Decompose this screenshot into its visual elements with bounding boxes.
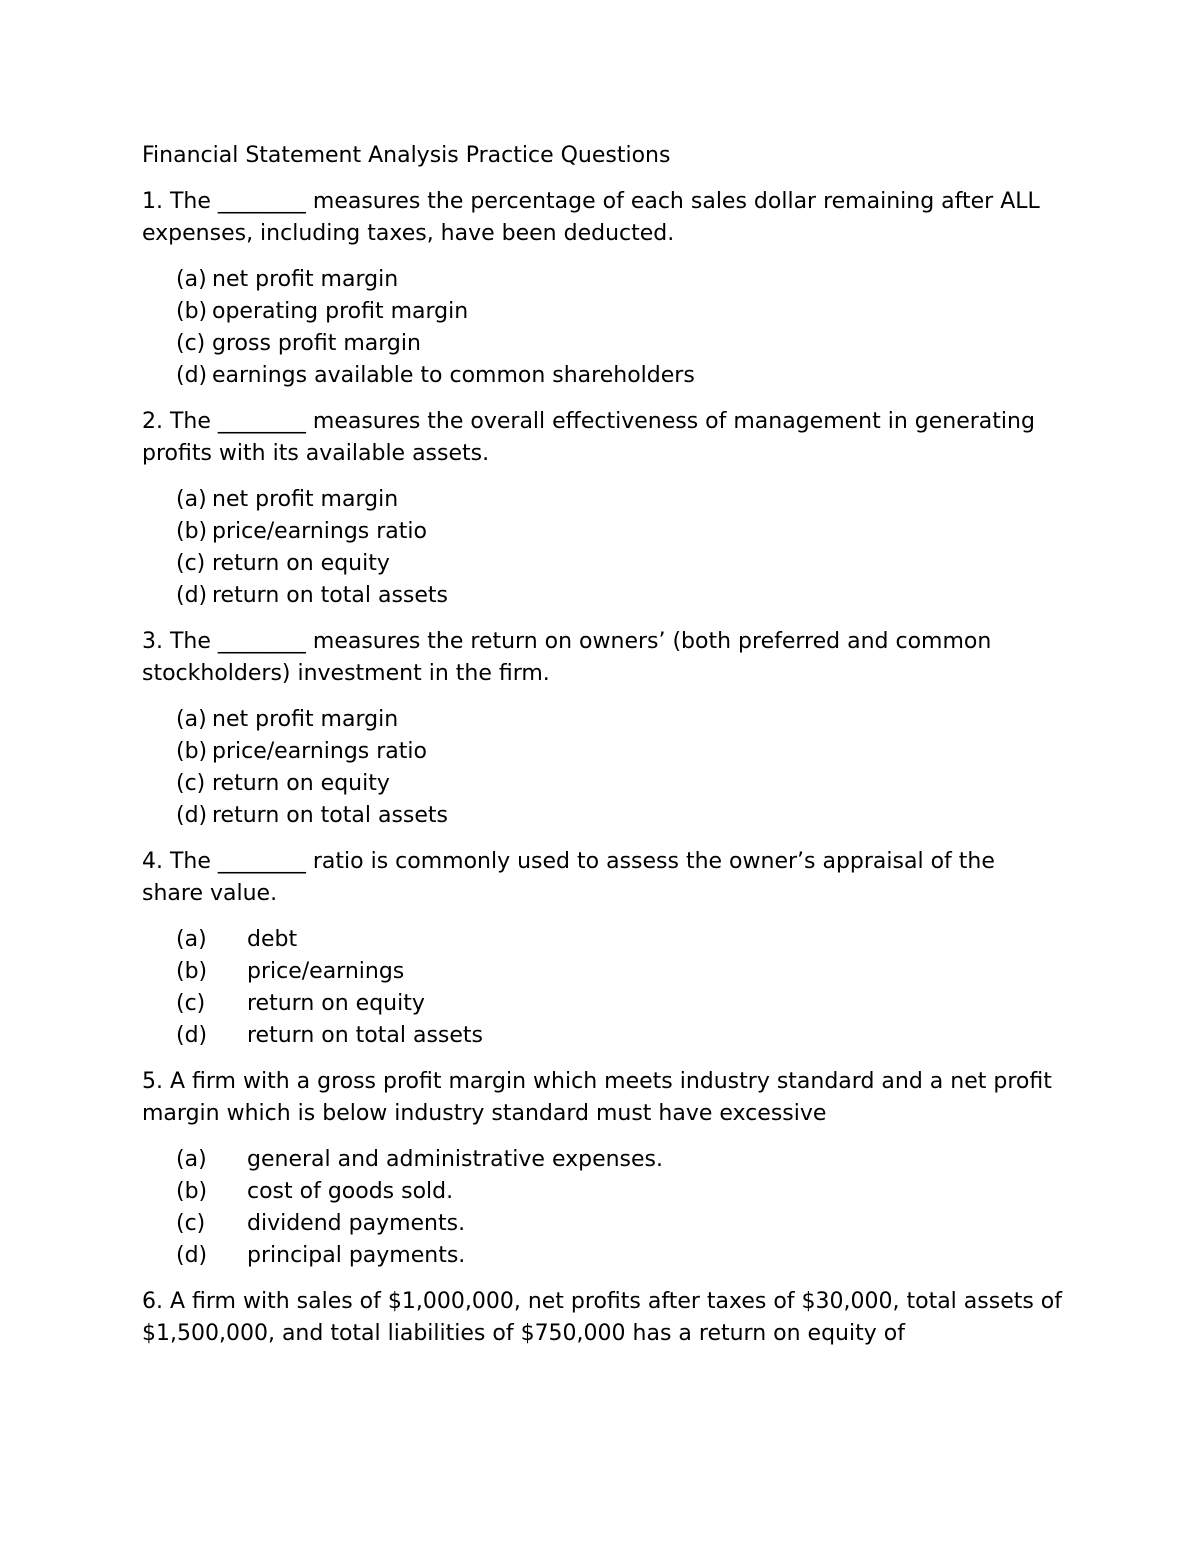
- option-b: [176, 296, 1062, 328]
- option-c: [176, 768, 1062, 800]
- option-label: (d): [176, 583, 208, 608]
- option-label: (b): [176, 1179, 208, 1204]
- option-label: (b): [176, 959, 208, 984]
- option-b: [176, 736, 1062, 768]
- option-label: (c): [176, 991, 206, 1016]
- option-label: (b): [176, 519, 208, 544]
- option-b: [176, 1176, 1062, 1208]
- option-a: [176, 1144, 1062, 1176]
- option-text: gross profit margin: [212, 331, 421, 356]
- option-d: [176, 1020, 1062, 1052]
- option-text: return on total assets: [247, 1023, 483, 1048]
- question-3: [142, 626, 1062, 832]
- question-6: [142, 1286, 1062, 1350]
- question-text: 2. The ________ measures the overall effectiveness of management in generating profits with its available assets.: [142, 409, 1035, 466]
- option-d: [176, 360, 1062, 392]
- option-a: [176, 484, 1062, 516]
- option-label: (a): [176, 707, 207, 732]
- option-text: return on equity: [212, 771, 390, 796]
- option-label: (c): [176, 331, 206, 356]
- option-list: [176, 704, 1062, 832]
- option-d: [176, 1240, 1062, 1272]
- option-text: earnings available to common shareholders: [212, 363, 695, 388]
- option-text: net profit margin: [212, 707, 399, 732]
- option-label: (b): [176, 299, 208, 324]
- option-label: (c): [176, 551, 206, 576]
- option-text: return on equity: [247, 991, 425, 1016]
- option-text: net profit margin: [212, 487, 399, 512]
- option-text: return on total assets: [212, 803, 448, 828]
- option-label: (a): [176, 927, 207, 952]
- question-text: 4. The ________ ratio is commonly used to assess the owner’s appraisal of the share value.: [142, 849, 995, 906]
- option-text: return on total assets: [212, 583, 448, 608]
- option-text: return on equity: [212, 551, 390, 576]
- option-label: (a): [176, 267, 207, 292]
- option-a: [176, 704, 1062, 736]
- option-list: [176, 484, 1062, 612]
- option-list: [176, 264, 1062, 392]
- option-text: cost of goods sold.: [247, 1179, 454, 1204]
- option-a: [176, 924, 1062, 956]
- option-label: (d): [176, 1023, 208, 1048]
- option-label: (d): [176, 363, 208, 388]
- question-text: 1. The ________ measures the percentage of each sales dollar remaining after ALL expenses, including taxes, have been deducted.: [142, 189, 1040, 246]
- document-page: [142, 140, 1062, 1364]
- option-c: [176, 328, 1062, 360]
- option-text: dividend payments.: [247, 1211, 466, 1236]
- option-a: [176, 264, 1062, 296]
- option-d: [176, 800, 1062, 832]
- option-label: (d): [176, 1243, 208, 1268]
- option-text: price/earnings ratio: [212, 739, 427, 764]
- option-label: (c): [176, 771, 206, 796]
- option-text: operating profit margin: [212, 299, 469, 324]
- option-text: general and administrative expenses.: [247, 1147, 664, 1172]
- option-text: debt: [247, 927, 298, 952]
- document-title: Financial Statement Analysis Practice Questions: [142, 143, 671, 168]
- option-text: net profit margin: [212, 267, 399, 292]
- option-c: [176, 988, 1062, 1020]
- question-text: 6. A firm with sales of $1,000,000, net profits after taxes of $30,000, total assets of $1,500,000, and total liabilities of $750,000 has a return on equity of: [142, 1289, 1063, 1346]
- option-c: [176, 1208, 1062, 1240]
- option-label: (b): [176, 739, 208, 764]
- option-d: [176, 580, 1062, 612]
- option-text: price/earnings ratio: [212, 519, 427, 544]
- option-label: (d): [176, 803, 208, 828]
- option-label: (c): [176, 1211, 206, 1236]
- option-list: [176, 924, 1062, 1052]
- question-4: [142, 846, 1062, 1052]
- option-list: [176, 1144, 1062, 1272]
- option-c: [176, 548, 1062, 580]
- question-2: [142, 406, 1062, 612]
- option-text: price/earnings: [247, 959, 405, 984]
- option-b: [176, 956, 1062, 988]
- question-text: 5. A firm with a gross profit margin which meets industry standard and a net profit margin which is below industry standard must have excessive: [142, 1069, 1052, 1126]
- question-1: [142, 186, 1062, 392]
- option-label: (a): [176, 1147, 207, 1172]
- option-text: principal payments.: [247, 1243, 466, 1268]
- option-b: [176, 516, 1062, 548]
- question-5: [142, 1066, 1062, 1272]
- question-text: 3. The ________ measures the return on owners’ (both preferred and common stockholders) investment in the firm.: [142, 629, 992, 686]
- option-label: (a): [176, 487, 207, 512]
